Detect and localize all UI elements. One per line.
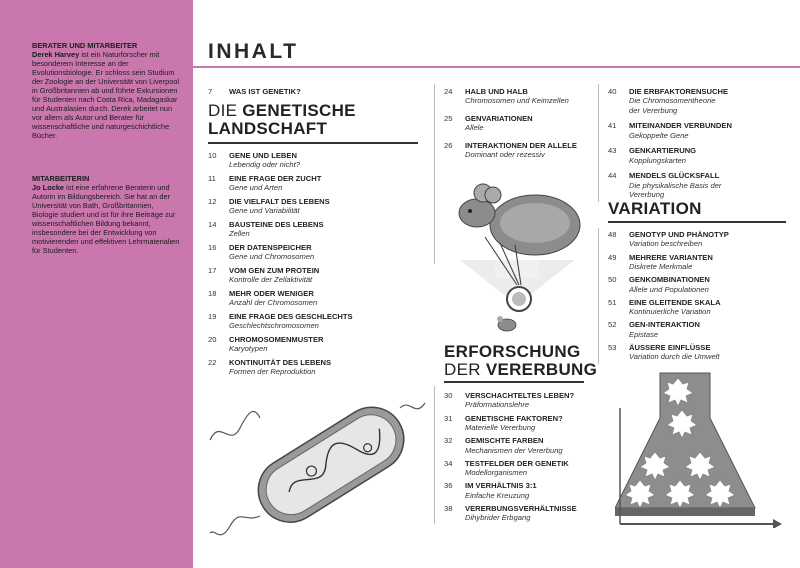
page-number: 32 <box>444 436 453 446</box>
entry-subtitle: Kontinuierliche Variation <box>629 307 711 317</box>
page-number: 49 <box>608 252 617 262</box>
entry-subtitle: Kontrolle der Zellaktivität <box>229 275 313 285</box>
page-number: 11 <box>208 174 216 183</box>
entry-title: BAUSTEINE DES LEBENS <box>229 220 324 229</box>
contributor-block <box>32 174 180 255</box>
bacterium-illustration <box>200 388 430 538</box>
entry-subtitle: Diskrete Merkmale <box>629 261 693 271</box>
page-number: 38 <box>444 504 453 513</box>
page-number: 34 <box>444 458 453 468</box>
entry-subtitle: Präformationslehre <box>465 400 530 410</box>
entry-subtitle: Variation beschreiben <box>629 239 703 249</box>
page-number: 19 <box>208 312 217 321</box>
entry-title: ÄUSSERE EINFLÜSSE <box>629 343 711 352</box>
contributor-bio: ist eine erfahrene Beraterin und Autorin im Bildungsbereich. Sie hat an der Universität von Bath, Großbritannien, Biologie studiert und ist für ihre Beiträge zur wissenschaftlichen Bildung bekannt, insbesondere bei der Entwicklung von motivierenden und effektiven Lehrmaterialien für Studenten. <box>32 183 180 255</box>
advisor-name: Derek Harvey <box>32 50 80 59</box>
entry-subtitle: Vererbung <box>629 190 665 200</box>
entry-subtitle: Variation durch die Umwelt <box>629 352 720 362</box>
entry-title: EINE FRAGE DES GESCHLECHTS <box>229 312 353 321</box>
section-title-part: DER <box>444 360 486 379</box>
entry-title: GENE UND LEBEN <box>229 151 297 160</box>
entry-title: INTERAKTIONEN DER ALLELE <box>465 141 577 150</box>
entry-subtitle: Karyotypen <box>229 344 268 354</box>
advisor-block <box>32 41 180 140</box>
entry-subtitle: Die Chromosomentheorie <box>629 96 716 106</box>
column-divider-2a <box>598 84 599 202</box>
section-divider <box>608 221 786 223</box>
entry-title: MENDELS GLÜCKSFALL <box>629 171 720 181</box>
page-number: 43 <box>608 146 617 156</box>
section-divider <box>444 381 584 383</box>
page-number: 30 <box>444 391 453 400</box>
entry-title: MEHRERE VARIANTEN <box>629 252 713 262</box>
page-number: 12 <box>208 197 217 206</box>
entry-title: VOM GEN ZUM PROTEIN <box>229 266 320 275</box>
section-divider <box>208 142 418 144</box>
page-number: 50 <box>608 275 617 285</box>
entry-title: KONTINUITÄT DES LEBENS <box>229 358 332 367</box>
entry-title: CHROMOSOMENMUSTER <box>229 335 324 344</box>
page-number: 24 <box>444 87 453 96</box>
advisor-heading: BERATER UND MITARBEITER <box>32 41 138 50</box>
entry-subtitle: Allele <box>465 123 484 133</box>
page-number: 10 <box>208 151 217 160</box>
entry-subtitle: Zellen <box>229 229 250 239</box>
section-title-part: DIE <box>208 101 243 120</box>
page-number: 36 <box>444 481 453 491</box>
entry-subtitle: Epistase <box>629 329 659 339</box>
column-divider-1b <box>434 386 435 524</box>
page-number: 52 <box>608 320 617 330</box>
entry-title: EINE FRAGE DER ZUCHT <box>229 174 322 183</box>
section-title-part: GENETISCHE <box>242 101 356 120</box>
entry-subtitle: Gene und Chromosomen <box>229 252 315 262</box>
entry-title: MEHR ODER WENIGER <box>229 289 314 298</box>
section-title-part: VERERBUNG <box>485 360 598 379</box>
entry-subtitle: Gene und Variabilität <box>229 206 300 216</box>
entry-title: DIE ERBFAKTORENSUCHE <box>629 87 729 96</box>
entry-title: HALB UND HALB <box>465 87 528 96</box>
title-divider <box>193 66 800 68</box>
entry-title: TESTFELDER DER GENETIK <box>465 458 569 468</box>
mouse-illustration <box>445 175 590 335</box>
page-number: 31 <box>444 413 453 423</box>
page-number: 53 <box>608 343 617 352</box>
entry-subtitle: Formen der Reproduktion <box>229 367 316 377</box>
entry-title: GENKARTIERUNG <box>629 146 697 156</box>
page-number: 17 <box>208 266 217 275</box>
page-title: INHALT <box>208 40 299 63</box>
entry-subtitle: Modellorganismen <box>465 468 528 478</box>
entry-subtitle: Dominant oder rezessiv <box>465 150 545 160</box>
entry-subtitle: Dihybrider Erbgang <box>465 513 531 523</box>
flask-illustration <box>615 368 785 528</box>
section-title-landschaft <box>208 102 356 138</box>
entry-title: GENOTYP UND PHÄNOTYP <box>629 230 729 239</box>
entry-title: VERERBUNGSVERHÄLTNISSE <box>465 504 577 513</box>
entry-subtitle: Geschlechtschromosomen <box>229 321 319 331</box>
entry-title: IM VERHÄLTNIS 3:1 <box>465 481 537 491</box>
sidebar <box>0 0 193 568</box>
entry-subtitle: Mechanismen der Vererbung <box>465 445 563 455</box>
entry-subtitle: Anzahl der Chromosomen <box>229 298 318 308</box>
entry-subtitle: Die physikalische Basis der <box>629 180 722 190</box>
page-number: 7 <box>208 87 213 96</box>
entry-subtitle: Allele und Populationen <box>629 284 709 294</box>
column-divider-2b <box>598 228 599 364</box>
entry-subtitle: Einfache Kreuzung <box>465 490 530 500</box>
page-number: 40 <box>608 87 617 96</box>
page-number: 51 <box>608 297 617 307</box>
entry-title: GENKOMBINATIONEN <box>629 275 710 285</box>
page-number: 16 <box>208 243 217 252</box>
page-number: 41 <box>608 121 617 131</box>
entry-subtitle: Chromosomen und Keimzellen <box>465 96 569 106</box>
entry-title: VERSCHACHTELTES LEBEN? <box>465 391 575 400</box>
column-divider-1a <box>434 84 435 264</box>
page-number: 18 <box>208 289 217 298</box>
entry-subtitle: Gekoppelte Gene <box>629 130 689 140</box>
page-number: 20 <box>208 335 217 344</box>
entry-subtitle: der Vererbung <box>629 105 678 115</box>
section-title-variation <box>608 200 702 218</box>
section-title-part: ERFORSCHUNG <box>444 342 581 361</box>
entry-subtitle: Kopplungskarten <box>629 155 686 165</box>
contributor-heading: MITARBEITERIN <box>32 174 90 183</box>
contributor-name: Jo Locke <box>32 183 65 192</box>
page-number: 44 <box>608 171 617 181</box>
section-title-part: VARIATION <box>608 199 702 218</box>
entry-subtitle: Materielle Vererbung <box>465 422 536 432</box>
page-number: 48 <box>608 230 617 239</box>
page-number: 26 <box>444 141 453 150</box>
page-number: 14 <box>208 220 217 229</box>
entry-title: GEN-INTERAKTION <box>629 320 700 330</box>
section-title-part: LANDSCHAFT <box>208 119 328 138</box>
entry-title: GENETISCHE FAKTOREN? <box>465 413 563 423</box>
entry-title: WAS IST GENETIK? <box>229 87 301 96</box>
advisor-bio: ist ein Naturforscher mit besonderem Interesse an der Evolutionsbiologie. Er schloss sein Studium der Zoologie an der Universität von Liverpool in Großbritannien ab und führte Exkursionen für Studenten nach Costa Rica, Madagaskar und Australasien durch. Derek arbeitet nun vor allem als Autor und Berater für wissenschaftliche und naturgeschichtliche Bücher. <box>32 50 180 140</box>
entry-title: MITEINANDER VERBUNDEN <box>629 121 732 131</box>
entry-title: GEMISCHTE FARBEN <box>465 436 544 446</box>
page-number: 22 <box>208 358 217 367</box>
entry-title: EINE GLEITENDE SKALA <box>629 297 721 307</box>
entry-subtitle: Lebendig oder nicht? <box>229 160 300 170</box>
page-number: 25 <box>444 114 453 123</box>
entry-title: DIE VIELFALT DES LEBENS <box>229 197 330 206</box>
entry-subtitle: Gene und Arten <box>229 183 283 193</box>
section-title-vererbung <box>444 343 597 379</box>
entry-title: GENVARIATIONEN <box>465 114 533 123</box>
entry-title: DER DATENSPEICHER <box>229 243 312 252</box>
